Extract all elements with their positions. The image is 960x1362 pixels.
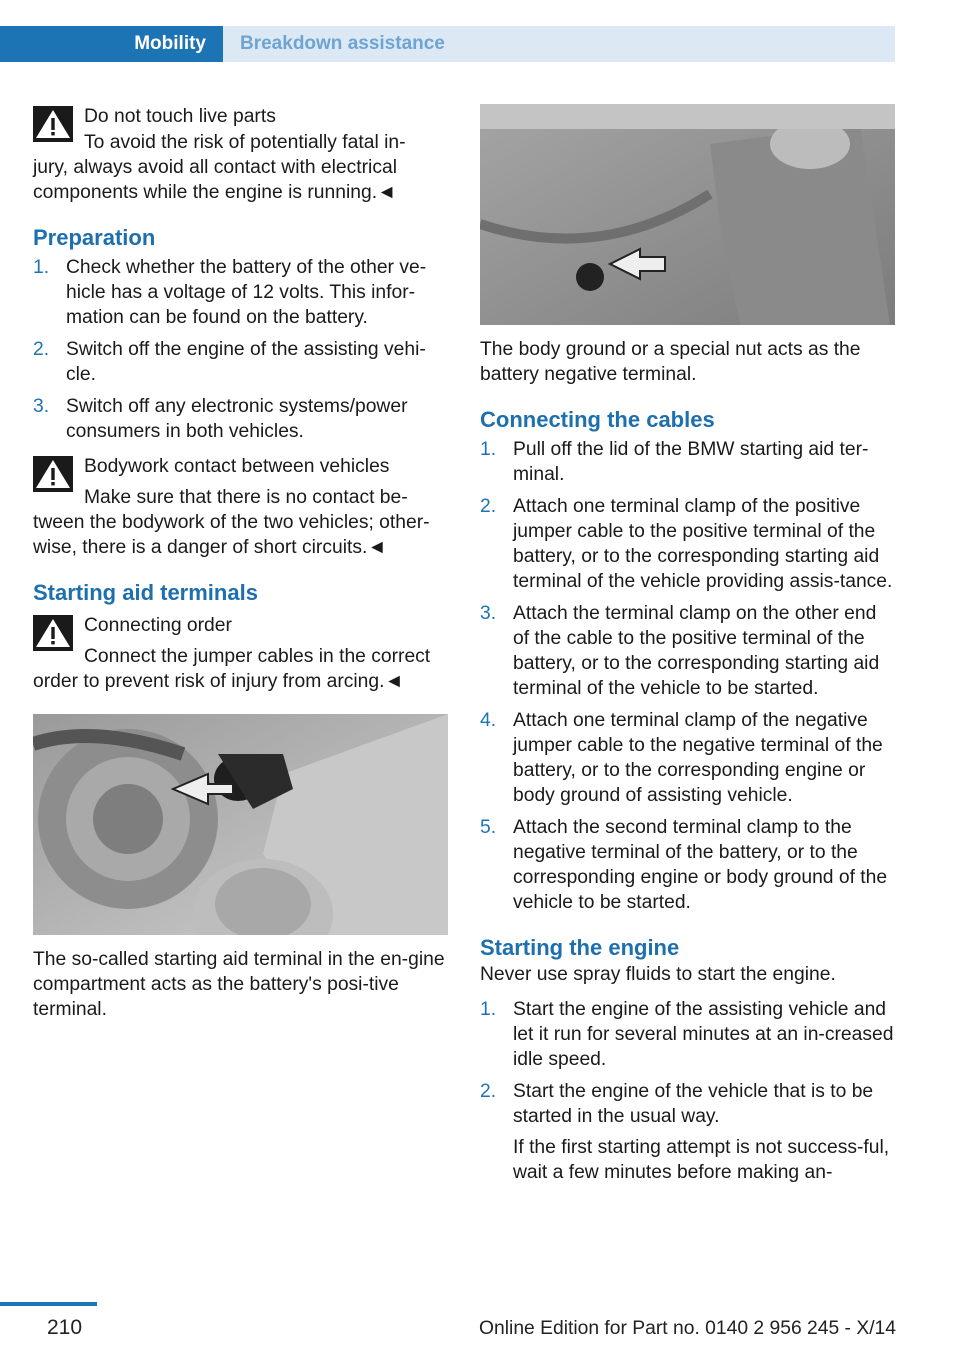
list-item [480,708,896,808]
warning-text: Connect the jumper cables in the correct [84,646,431,667]
heading-starting-engine: Starting the engine [480,935,680,960]
list-item [480,1079,896,1185]
list-item [33,255,448,330]
starting-list [480,997,896,1185]
photo-caption: The body ground or a special nut acts as the battery negative terminal. [480,339,861,385]
warning-triangle-icon [33,106,73,142]
heading-connecting-cables: Connecting the cables [480,407,715,432]
list-text: Start the engine of the assisting vehicle and let it run for several minutes at an in-creased idle speed. [513,999,894,1070]
list-item [480,601,896,701]
tab-breakdown-assistance[interactable]: Breakdown assistance [223,26,895,62]
list-item [480,437,896,487]
left-column [33,104,448,1022]
heading-preparation: Preparation [33,225,156,250]
list-number: 2. [33,339,50,360]
warning-title: Bodywork contact between vehicles [84,456,390,477]
warning-bodywork-contact [33,454,448,560]
starting-intro: Never use spray fluids to start the engine. [480,964,836,985]
list-number: 3. [480,603,497,624]
list-text: Attach one terminal clamp of the positive jumper cable to the positive terminal of the battery, or to the corresponding starting aid terminal of the vehicle providing assis-tance. [513,496,893,592]
warning-connecting-order [33,613,448,694]
list-text: Attach one terminal clamp of the negative jumper cable to the negative terminal of the battery, or to the corresponding engine or body ground of assisting vehicle. [513,710,883,806]
warning-triangle-icon [33,615,73,651]
heading-starting-aid-terminals: Starting aid terminals [33,580,258,605]
warning-title: Do not touch live parts [84,106,276,127]
page-number: 210 [47,1316,83,1339]
footer-accent-line [0,1302,97,1306]
list-number: 2. [480,496,497,517]
list-number: 1. [33,257,50,278]
list-number: 4. [480,710,497,731]
list-text: Start the engine of the vehicle that is to be started in the usual way. [513,1081,874,1127]
list-item [33,337,448,387]
list-text: Switch off any electronic systems/power consumers in both vehicles. [66,396,408,442]
starting-aid-terminal-photo [33,714,448,935]
chapter-header [0,0,895,62]
warning-live-parts [33,104,448,205]
warning-text: To avoid the risk of potentially fatal in- [84,132,406,153]
body-ground-photo [480,104,895,325]
warning-triangle-icon [33,456,73,492]
right-column [480,104,896,1185]
list-item [480,997,896,1072]
list-item [480,815,896,915]
tab-mobility[interactable]: Mobility [0,26,223,62]
list-number: 1. [480,999,497,1020]
list-item [480,494,896,594]
list-number: 1. [480,439,497,460]
list-item [33,394,448,444]
photo-caption: The so-called starting aid terminal in the en-gine compartment acts as the battery's posi-tive terminal. [33,949,445,1020]
list-number: 2. [480,1081,497,1102]
list-number: 3. [33,396,50,417]
connecting-list [480,437,896,915]
edition-note: Online Edition for Part no. 0140 2 956 245 - X/14 [479,1318,896,1339]
warning-text-cont: tween the bodywork of the two vehicles; other-wise, there is a danger of short circuits.◄ [33,512,430,558]
list-text: Attach the second terminal clamp to the negative terminal of the battery, or to the corresponding engine or body ground of the vehicle to be started. [513,817,888,913]
list-number: 5. [480,817,497,838]
warning-text-cont: order to prevent risk of injury from arcing.◄ [33,671,404,692]
warning-text-cont: jury, always avoid all contact with electrical components while the engine is running.◄ [33,157,397,203]
list-text: Pull off the lid of the BMW starting aid ter-minal. [513,439,869,485]
warning-title: Connecting order [84,615,232,636]
list-text: Check whether the battery of the other ve-hicle has a voltage of 12 volts. This infor-mation can be found on the battery. [66,257,427,328]
list-text: Switch off the engine of the assisting vehi-cle. [66,339,426,385]
list-text: Attach the terminal clamp on the other end of the cable to the positive terminal of the battery, or to the corresponding starting aid terminal of the vehicle to be started. [513,603,880,699]
list-item-note: If the first starting attempt is not success-ful, wait a few minutes before making an- [513,1137,890,1183]
preparation-list [33,255,448,444]
warning-text: Make sure that there is no contact be- [84,487,408,508]
